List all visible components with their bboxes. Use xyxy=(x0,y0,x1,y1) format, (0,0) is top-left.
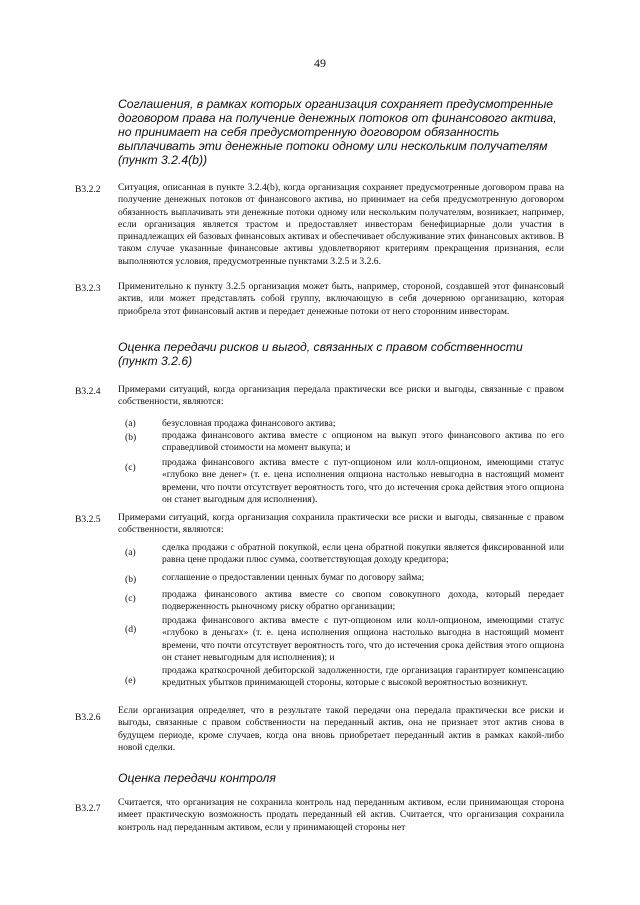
list-item-label: (c) xyxy=(125,462,136,473)
list-item: безусловная продажа финансового актива; xyxy=(162,418,336,429)
list-item-label: (e) xyxy=(125,675,136,686)
paragraph-number-b325: B3.2.5 xyxy=(75,514,101,525)
paragraph-b326: Если организация определяет, что в результате такой передачи она передала практически все риски и выгоды, связанные с правом собственности на переданный актив, она не признает этот актив снова в будущем периоде, кроме случаев, когда она вновь приобретает переданный актив в рамках какой-либо новой сделки. xyxy=(118,705,564,753)
paragraph-b325: Примерами ситуаций, когда организация сохранила практически все риски и выгоды, связанные с правом собственности, являются: xyxy=(118,512,564,536)
section-heading-control: Оценка передачи контроля xyxy=(118,771,276,785)
paragraph-b323: Применительно к пункту 3.2.5 организация может быть, например, стороной, создавшей этот финансовый актив, или может представлять собой группу, включающую в себя дочернюю организацию, которая приобрела этот финансовый актив и передает денежные потоки от него сторонним инвесторам. xyxy=(118,281,564,317)
list-item: продажа финансового актива вместе с опционом на выкуп этого финансового актива по его справедливой стоимости на момент выкупа; и xyxy=(162,430,564,454)
list-item: сделка продажи с обратной покупкой, если цена обратной покупки является фиксированной или равна цене продажи плюс сумма, соответствующая доходу кредитора; xyxy=(162,542,564,566)
paragraph-number-b323: B3.2.3 xyxy=(75,283,101,294)
paragraph-number-b324: B3.2.4 xyxy=(75,386,101,397)
list-item-label: (a) xyxy=(125,547,136,558)
section-heading-agreements: Соглашения, в рамках которых организация сохраняет предусмотренные договором права на получение денежных потоков от финансового актива, но принимает на себя предусмотренную договором обязанность выплачивать эти денежные потоки одному или нескольким получателям (пункт 3.2.4(b)) xyxy=(118,97,557,167)
paragraph-number-b322: B3.2.2 xyxy=(75,184,101,195)
paragraph-number-b327: B3.2.7 xyxy=(75,803,101,814)
list-item-label: (d) xyxy=(125,624,137,635)
list-item-label: (b) xyxy=(125,432,137,443)
list-item: соглашение о предоставлении ценных бумаг по договору займа; xyxy=(162,572,425,583)
list-item: продажа финансового актива вместе со свопом совокупного дохода, который передает подверженность рыночному риску обратно организации; xyxy=(162,589,564,613)
list-item: продажа финансового актива вместе с пут-опционом или колл-опционом, имеющими статус «глубоко вне денег» (т. е. цена исполнения опциона настолько невыгодна в настоящий момент времени, что почти отсутствует вероятность того, что до истечения срока действия этого опциона он станет выгодным для исполнения). xyxy=(162,457,564,505)
paragraph-b324: Примерами ситуаций, когда организация передала практически все риски и выгоды, связанные с правом собственности, являются: xyxy=(118,384,564,408)
list-item-label: (a) xyxy=(125,418,136,429)
list-item: продажа краткосрочной дебиторской задолженности, где организация гарантирует компенсацию кредитных убытков принимающей стороны, которые с высокой вероятностью возникнут. xyxy=(162,665,564,689)
list-item-label: (c) xyxy=(125,593,136,604)
page-number: 49 xyxy=(314,56,326,70)
list-item: продажа финансового актива вместе с пут-опционом или колл-опционом, имеющими статус «глубоко в деньгах» (т. е. цена исполнения опциона настолько выгодна в настоящий момент времени, что почти отсутствует вероятность того, что до истечения срока действия этого опциона он станет невыгодным для исполнения); и xyxy=(162,615,564,663)
paragraph-b322: Ситуация, описанная в пункте 3.2.4(b), когда организация сохраняет предусмотренные договором права на получение денежных потоков от финансового актива, но принимает на себя предусмотренную договором обязанность выплачивать эти денежные потоки одному или нескольким получателям, возникает, например, если организация является трастом и предоставляет инвесторам бенефициарные доли участия в принадлежащих ей базовых финансовых активах и обеспечивает обслуживание этих финансовых активов. В таком случае указанные финансовые активы удовлетворяют критериям прекращения признания, если выполняются условия, предусмотренные пунктами 3.2.5 и 3.2.6. xyxy=(118,182,564,267)
list-item-label: (b) xyxy=(125,574,137,585)
section-heading-risks-rewards: Оценка передачи рисков и выгод, связанных с правом собственности (пункт 3.2.6) xyxy=(118,340,523,368)
paragraph-b327: Считается, что организация не сохранила контроль над переданным активом, если принимающая сторона имеет практическую возможность продать переданный ей актив. Считается, что организация сохранила контроль над переданным активом, если у принимающей стороны нет xyxy=(118,797,564,833)
paragraph-number-b326: B3.2.6 xyxy=(75,712,101,723)
